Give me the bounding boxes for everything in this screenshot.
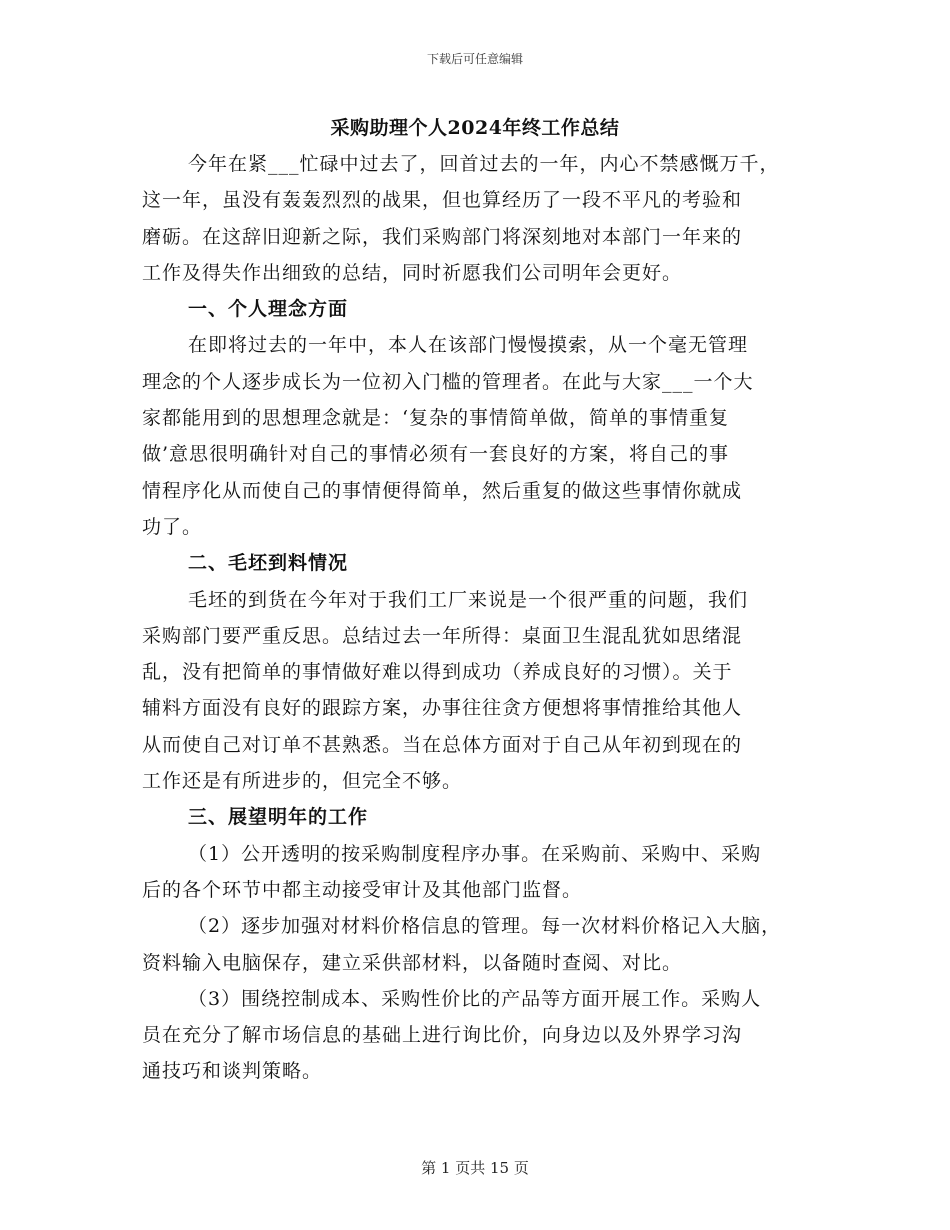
section-heading: 三、展望明年的工作 — [188, 806, 369, 829]
list-item-line: （3）围绕控制成本、采购性价比的产品等方面开展工作。采购人 — [188, 987, 762, 1010]
section-heading: 二、毛坯到料情况 — [188, 552, 349, 575]
paragraph-line: 今年在紧___忙碌中过去了，回首过去的一年，内心不禁感慨万千， — [188, 153, 780, 175]
paragraph-line: 毛坯的到货在今年对于我们工厂来说是一个很严重的问题，我们 — [188, 588, 749, 611]
paragraph-line: 理念的个人逐步成长为一位初入门槛的管理者。在此与大家___一个大 — [142, 370, 754, 393]
list-item-line: （2）逐步加强对材料价格信息的管理。每一次材料价格记入大脑， — [188, 915, 782, 938]
paragraph-line: 功了。 — [142, 515, 203, 538]
page-header: 下载后可任意编辑 — [426, 52, 523, 66]
list-item-line: 员在充分了解市场信息的基础上进行询比价，向身边以及外界学习沟 — [142, 1024, 743, 1047]
paragraph-line: 这一年，虽没有轰轰烈烈的战果，但也算经历了一段不平凡的考验和 — [142, 189, 743, 212]
page-number: 第 1 页共 15 页 — [421, 1159, 529, 1177]
paragraph-line: 做’意思很明确针对自己的事情必须有一套良好的方案，将自己的事 — [142, 443, 730, 466]
paragraph-line: 乱，没有把简单的事情做好难以得到成功（养成良好的习惯）。关于 — [142, 661, 733, 684]
paragraph-line: 工作及得失作出细致的总结，同时祈愿我们公司明年会更好。 — [142, 261, 683, 284]
document-title: 采购助理个人2024年终工作总结 — [330, 117, 620, 139]
paragraph-line: 磨砺。在这辞旧迎新之际，我们采购部门将深刻地对本部门一年来的 — [142, 225, 743, 248]
list-item-line: （1）公开透明的按采购制度程序办事。在采购前、采购中、采购 — [188, 842, 762, 865]
paragraph-line: 家都能用到的思想理念就是：‘复杂的事情简单做，简单的事情重复 — [142, 407, 730, 430]
paragraph-line: 工作还是有所进步的，但完全不够。 — [142, 770, 463, 793]
document-body — [142, 146, 822, 1090]
paragraph-line: 情程序化从而使自己的事情便得简单，然后重复的做这些事情你就成 — [142, 479, 743, 502]
list-item-line: 通技巧和谈判策略。 — [142, 1060, 323, 1083]
section-heading: 一、个人理念方面 — [188, 298, 349, 321]
paragraph-line: 辅料方面没有良好的跟踪方案，办事往往贪方便想将事情推给其他人 — [142, 697, 743, 720]
paragraph-line: 在即将过去的一年中，本人在该部门慢慢摸索，从一个毫无管理 — [188, 334, 749, 357]
list-item-line: 后的各个环节中都主动接受审计及其他部门监督。 — [142, 878, 583, 901]
list-item-line: 资料输入电脑保存，建立采供部材料，以备随时查阅、对比。 — [142, 951, 683, 974]
paragraph-line: 从而使自己对订单不甚熟悉。当在总体方面对于自己从年初到现在的 — [142, 733, 743, 756]
paragraph-line: 采购部门要严重反思。总结过去一年所得：桌面卫生混乱犹如思绪混 — [142, 624, 743, 647]
